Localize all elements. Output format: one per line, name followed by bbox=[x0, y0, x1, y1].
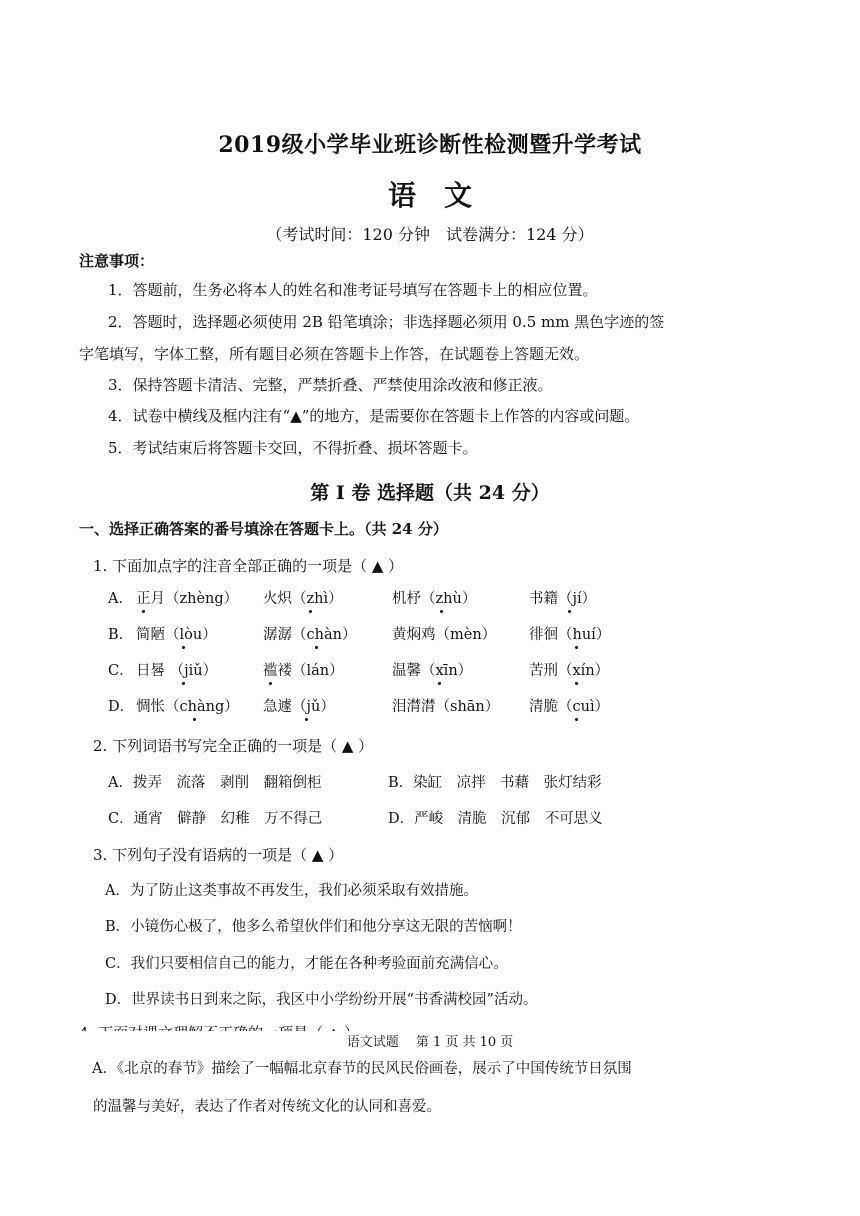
notice-item-2: 2．答题时，选择题必须使用 2B 铅笔填涂；非选择题必须用 0.5 mm 黑色字迹的签 bbox=[108, 313, 665, 331]
q1-option: 苦刑（xín） bbox=[529, 663, 610, 679]
notice-item-4: 4．试卷中横线及框内注有“▲”的地方，是需要你在答题卡上作答的内容或问题。 bbox=[108, 407, 640, 425]
q1-option: 机杼（zhù） bbox=[392, 591, 477, 607]
q1-row-label: B． bbox=[108, 627, 134, 643]
q1-option: 黄焖鸡（mèn） bbox=[392, 627, 497, 643]
q1-option: 书籍（jí） bbox=[529, 591, 597, 607]
q1-option: 惆怅（chàng） bbox=[136, 699, 239, 715]
q1-row-label: D． bbox=[108, 699, 135, 715]
q1-row-label: A． bbox=[108, 591, 133, 607]
q1-option: 温馨（xīn） bbox=[392, 663, 473, 679]
q3-option-b: B．小镜伤心极了，他多么希望伙伴们和他分享这无限的苦恼啊！ bbox=[105, 919, 522, 935]
q3-option-a: A．为了防止这类事故不再发生，我们必须采取有效措施。 bbox=[105, 883, 478, 899]
exam-time-info: （考试时间：120 分钟 试卷满分：124 分） bbox=[266, 225, 594, 244]
q3-option-c: C．我们只要相信自己的能力，才能在各种考验面前充满信心。 bbox=[105, 956, 508, 972]
notice-item-2-cont: 字笔填写，字体工整，所有题目必须在答题卡上作答，在试题卷上答题无效。 bbox=[79, 345, 590, 363]
q4-option-a-line1: A．《北京的春节》描绘了一幅幅北京春节的民风民俗画卷，展示了中国传统节日氛围 bbox=[92, 1061, 632, 1077]
notice-item-1: 1．答题前，生务必将本人的姓名和准考证号填写在答题卡上的相应位置。 bbox=[108, 281, 598, 299]
subject-title: 语文 bbox=[387, 179, 500, 212]
q1-option: 日晷 （jiǔ） bbox=[136, 663, 218, 679]
q2-option-b: B．染缸 凉拌 书藉 张灯结彩 bbox=[388, 775, 602, 791]
page-footer: 语文试题 第 1 页 共 10 页 bbox=[0, 1031, 860, 1050]
q2-stem: 2. 下列词语书写完全正确的一项是（ ▲ ） bbox=[93, 737, 374, 755]
q1-option: 潺潺（chàn） bbox=[263, 627, 357, 643]
notice-heading: 注意事项： bbox=[79, 252, 155, 270]
q2-option-d: D．严峻 清脆 沉郁 不可思义 bbox=[388, 811, 603, 827]
q1-option: 徘徊（huí） bbox=[529, 627, 611, 643]
q1-option: 急遽（jǔ） bbox=[263, 699, 335, 715]
q1-row-label: C． bbox=[108, 663, 134, 679]
q1-option: 正月（zhèng） bbox=[136, 591, 239, 607]
q3-stem: 3. 下列句子没有语病的一项是（ ▲ ） bbox=[93, 846, 344, 864]
q1-option: 褴褛（lán） bbox=[263, 663, 344, 679]
part-one-heading: 一、选择正确答案的番号填涂在答题卡上。（共 24 分） bbox=[79, 520, 448, 538]
notice-item-5: 5．考试结束后将答题卡交回，不得折叠、损坏答题卡。 bbox=[108, 439, 478, 457]
q1-option: 泪潸潸（shān） bbox=[392, 699, 500, 715]
q2-option-c: C．通宵 僻静 幻稚 万不得己 bbox=[108, 811, 323, 827]
notice-item-3: 3．保持答题卡清洁、完整，严禁折叠、严禁使用涂改液和修正液。 bbox=[108, 376, 553, 394]
exam-title: 2019级小学毕业班诊断性检测暨升学考试 bbox=[218, 132, 642, 158]
section-title: 第 I 卷 选择题（共 24 分） bbox=[310, 482, 550, 504]
q2-option-a: A．拨弄 流落 剥削 翻箱倒柜 bbox=[108, 775, 322, 791]
q4-option-a-line2: 的温馨与美好，表达了作者对传统文化的认同和喜爱。 bbox=[93, 1099, 441, 1115]
q3-option-d: D．世界读书日到来之际，我区中小学纷纷开展“书香满校园”活动。 bbox=[105, 992, 538, 1008]
q1-option: 清脆（cuì） bbox=[529, 699, 610, 715]
q1-option: 简陋（lòu） bbox=[136, 627, 217, 643]
q1-option: 火炽（zhì） bbox=[263, 591, 343, 607]
q1-stem: 1. 下面加点字的注音全部正确的一项是（ ▲ ） bbox=[93, 557, 404, 575]
